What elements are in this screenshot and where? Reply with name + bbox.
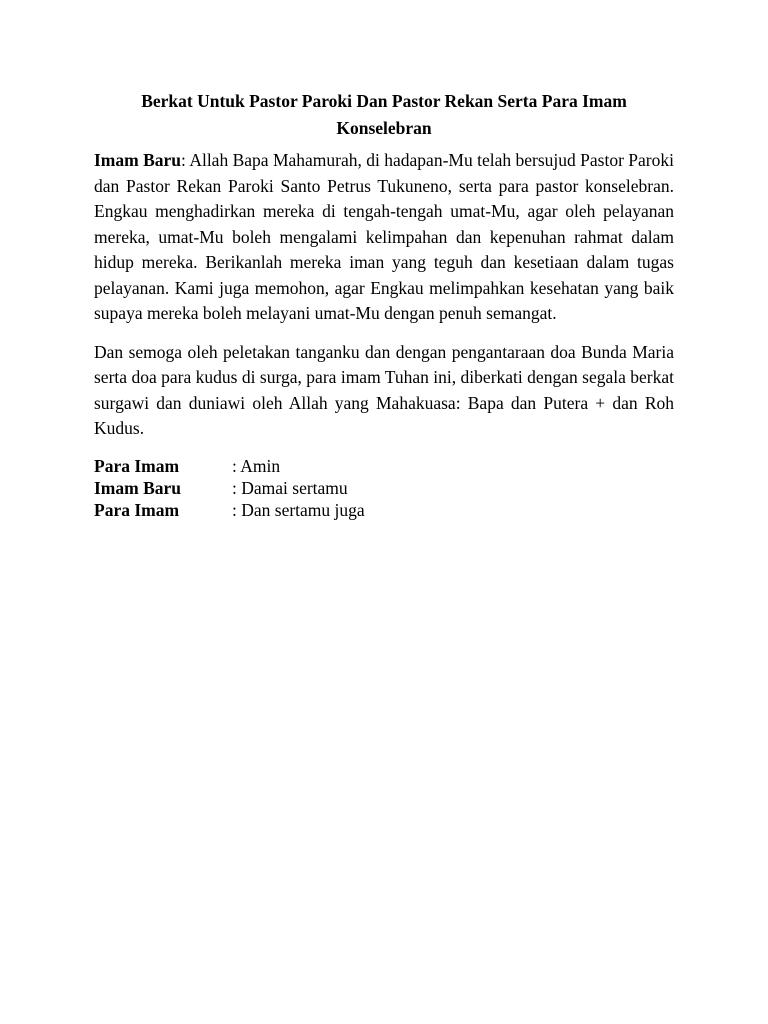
response-speaker: Para Imam: [94, 455, 180, 476]
response-list: [94, 455, 674, 521]
response-speaker: Para Imam: [94, 499, 180, 520]
response-text: : Dan sertamu juga: [232, 499, 365, 520]
document-page: [94, 88, 674, 521]
blessing-paragraph-2: Dan semoga oleh peletakan tanganku dan dengan pengantaraan doa Bunda Maria serta doa para kudus di surga, para imam Tuhan ini, diberkati dengan segala berkat surgawi dan duniawi oleh Allah yang Mahakuasa: Bapa dan Putera + dan Roh Kudus.: [94, 341, 674, 438]
response-speaker: Imam Baru: [94, 477, 182, 498]
response-text: : Amin: [232, 455, 281, 476]
response-row: [94, 455, 674, 477]
paragraph-text: : Allah Bapa Mahamurah, di hadapan-Mu telah bersujud Pastor Paroki dan Pastor Rekan Paroki Santo Petrus Tukuneno, serta para pastor konselebran. Engkau menghadirkan mereka di tengah-tengah umat-Mu, agar oleh pelayanan mereka, umat-Mu boleh mengalami kelimpahan dan kepenuhan rahmat dalam hidup mereka. Berikanlah mereka iman yang teguh dan kesetiaan dalam tugas pelayanan. Kami juga memohon, agar Engkau melimpahkan kesehatan yang baik supaya mereka boleh melayani umat-Mu dengan penuh semangat.: [94, 150, 674, 323]
document-title: Berkat Untuk Pastor Paroki Dan Pastor Rekan Serta Para Imam Konselebran: [141, 91, 627, 138]
blessing-paragraph-1: [94, 148, 674, 327]
paragraph-speaker: Imam Baru: [94, 150, 182, 170]
response-row: [94, 499, 674, 521]
response-text: : Damai sertamu: [232, 477, 348, 498]
response-row: [94, 477, 674, 499]
